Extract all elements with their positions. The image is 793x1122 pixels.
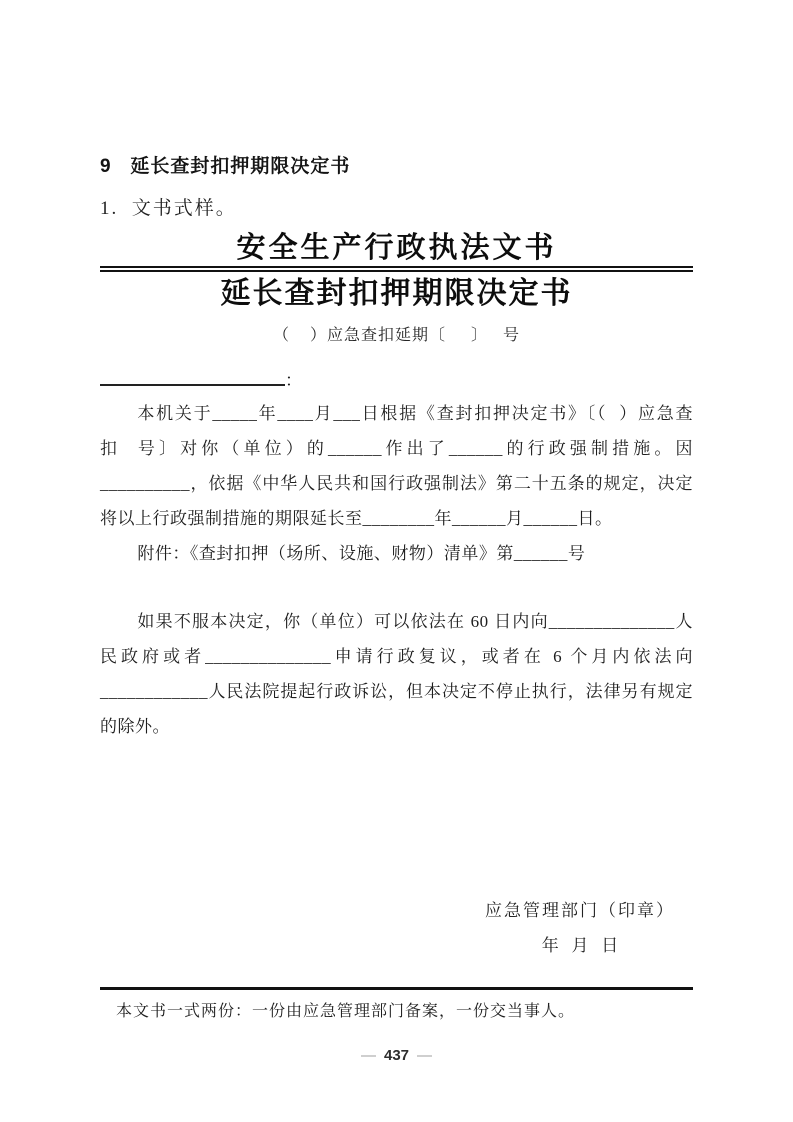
addressee-colon: ： (285, 371, 302, 390)
doc-title: 延长查封扣押期限决定书 (220, 277, 573, 310)
addressee-line (100, 368, 693, 392)
page-number-right-dash: — (417, 1047, 433, 1064)
issuing-authority-seal-line: 应急管理部门（印章） (485, 901, 675, 920)
doc-number-line: （ ）应急查扣延期〔 〕 号 (272, 327, 520, 344)
body-paragraph-appeal: 如果不服本决定，你（单位）可以依法在 60 日内向______________人民政府或者______________申请行政复议，或者在 6 个月内依法向____________人民法院提起行政诉讼，但本决定不停止执行，法律另有规定的除外。 (100, 612, 693, 736)
signature-block (100, 899, 693, 957)
subsection-label: 1. 文书式样。 (100, 198, 237, 219)
body-paragraph-main: 本机关于_____年____月___日根据《查封扣押决定书》〔（ ）应急查扣 号〕对你（单位）的______作出了______的行政强制措施。因__________，依据《中华人民共和国行政强制法》第二十五条的规定，决定将以上行政强制措施的期限延长至________年______月______日。 (100, 404, 693, 528)
page-number-left-dash: — (360, 1047, 376, 1064)
doc-header-title: 安全生产行政执法文书 (236, 232, 557, 264)
date-line: 年 月 日 (541, 936, 619, 955)
page-number (0, 1047, 793, 1064)
section-heading: 9 延长查封扣押期限决定书 (100, 156, 351, 177)
double-rule (100, 266, 693, 272)
signature-inner (485, 899, 675, 957)
addressee-blank-underline (100, 368, 285, 386)
footer-rule (100, 987, 693, 990)
page-number-value: 437 (383, 1047, 410, 1064)
footer-note: 本文书一式两份：一份由应急管理部门备案，一份交当事人。 (116, 1003, 576, 1020)
attachment-line: 附件：《查封扣押（场所、设施、财物）清单》第______号 (137, 544, 586, 563)
